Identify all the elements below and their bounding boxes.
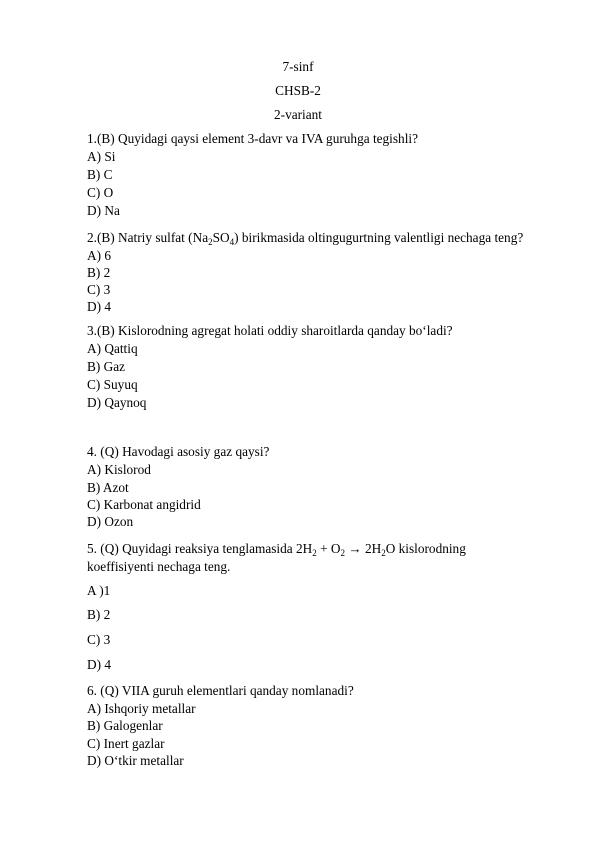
question-6-option-d: D) O‘tkir metallar (87, 753, 184, 768)
question-3-option-c: C) Suyuq (87, 377, 138, 392)
grade-title: 7-sinf (282, 59, 314, 74)
question-5-option-b: B) 2 (87, 607, 111, 622)
question-5-text-line2: koeffisiyenti nechaga teng. (87, 559, 231, 574)
question-3-option-b: B) Gaz (87, 359, 126, 374)
question-1-option-b: B) C (87, 167, 113, 182)
question-5-text: 5. (Q) Quyidagi reaksiya tenglamasida $2H_2 + O_2 \to 2H_2O$ kislorodning (87, 541, 466, 558)
question-2-option-b: B) 2 (87, 265, 111, 280)
question-2-option-a: A) 6 (87, 248, 112, 263)
variant-title: 2-variant (274, 107, 322, 122)
question-5-option-a: A )1 (87, 583, 111, 598)
question-6-option-a: A) Ishqoriy metallar (87, 701, 196, 716)
question-4-option-c: C) Karbonat angidrid (87, 497, 201, 512)
question-3-text: 3.(B) Kislorodning agregat holati oddiy sharoitlarda qanday bo‘ladi? (87, 323, 453, 338)
question-1-option-d: D) Na (87, 203, 120, 218)
question-3-option-d: D) Qaynoq (87, 395, 147, 410)
question-5-option-c: C) 3 (87, 632, 111, 647)
question-5-option-d: D) 4 (87, 657, 112, 672)
question-1-text: 1.(B) Quyidagi qaysi element 3-davr va IVA guruhga tegishli? (87, 131, 418, 146)
question-2-option-c: C) 3 (87, 282, 111, 297)
question-2-option-d: D) 4 (87, 299, 112, 314)
question-1-option-c: C) O (87, 185, 114, 200)
question-3-option-a: A) Qattiq (87, 341, 138, 356)
question-6-option-b: B) Galogenlar (87, 718, 163, 733)
question-6-text: 6. (Q) VIIA guruh elementlari qanday nomlanadi? (87, 683, 354, 698)
question-4-text: 4. (Q) Havodagi asosiy gaz qaysi? (87, 444, 270, 459)
question-4-option-b: B) Azot (87, 480, 129, 495)
question-4-option-d: D) Ozon (87, 514, 134, 529)
question-6-option-c: C) Inert gazlar (87, 736, 165, 751)
question-4-option-a: A) Kislorod (87, 462, 151, 477)
question-1-option-a: A) Si (87, 149, 116, 164)
test-code: CHSB-2 (275, 83, 321, 98)
question-2-text: 2.(B) Natriy sulfat $(Na_2SO_4)$ birikmasida oltingugurtning valentligi nechaga teng? (87, 230, 524, 247)
